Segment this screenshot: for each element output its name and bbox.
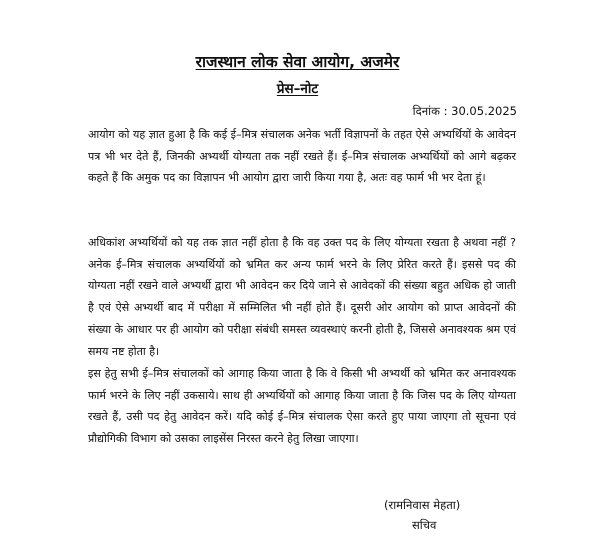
paragraph-3: इस हेतु सभी ई–मित्र संचालकों को आगाह किया जाता है कि वे किसी भी अभ्यर्थी को भ्रमित कर अनावश्यक फार्म भरने के लिए नहीं उकसाये। साथ ही अभ्यर्थियों को आगाह किया जाता है कि जिस पद के लिए योग्यता रखते हैं, उसी पद हेतु आवेदन करें। यदि कोई ई–मित्र संचालक ऐसा करते हुए पाया जाएगा तो सूचना एवं प्रौद्योगिकी विभाग को उसका लाइसेंस निरस्त करने हेतु लिखा जाएगा। bbox=[88, 367, 516, 446]
date-line bbox=[413, 104, 517, 119]
paragraph-1: आयोग को यह ज्ञात हुआ है कि कई ई–मित्र संचालक अनेक भर्ती विज्ञापनों के तहत ऐसे अभ्यर्थियों के आवेदन पत्र भी भर देते हैं, जिनकी अभ्यर्थी योग्यता तक नहीं रखते हैं। ई–मित्र संचालक अभ्यर्थियों को आगे बढ़कर कहते हैं कि अमुक पद का विज्ञापन भी आयोग द्वारा जारी किया गया है, अतः वह फार्म भी भर देता हूं। bbox=[88, 128, 516, 185]
signatory-designation: सचिव bbox=[412, 518, 437, 532]
document-subtitle: प्रेस–नोट bbox=[276, 81, 319, 97]
date-label: दिनांक : bbox=[412, 104, 448, 118]
signatory-name: (रामनिवास मेहता) bbox=[384, 498, 461, 512]
document-title: राजस्थान लोक सेवा आयोग, अजमेर bbox=[195, 53, 400, 71]
date-value: 30.05.2025 bbox=[451, 104, 517, 118]
paragraph-2: अधिकांश अभ्यर्थियों को यह तक ज्ञात नहीं होता है कि वह उक्त पद के लिए योग्यता रखता है अथवा नहीं ? अनेक ई–मित्र संचालक अभ्यर्थियों को भ्रमित कर अन्य फार्म भरने के लिए प्रेरित करते हैं। इससे पद की योग्यता नहीं रखने वाले अभ्यर्थी द्वारा भी आवेदन कर दिये जाने से आवेदकों की संख्या बहुत अधिक हो जाती है एवं ऐसे अभ्यर्थी बाद में परीक्षा में सम्मिलित भी नहीं होते हैं। दूसरी ओर आयोग को प्राप्त आवेदनों की संख्या के आधार पर ही आयोग को परीक्षा संबंधी समस्त व्यवस्थाएं करनी होती है, जिससे अनावश्यक श्रम एवं समय नष्ट होता है। bbox=[88, 236, 516, 358]
